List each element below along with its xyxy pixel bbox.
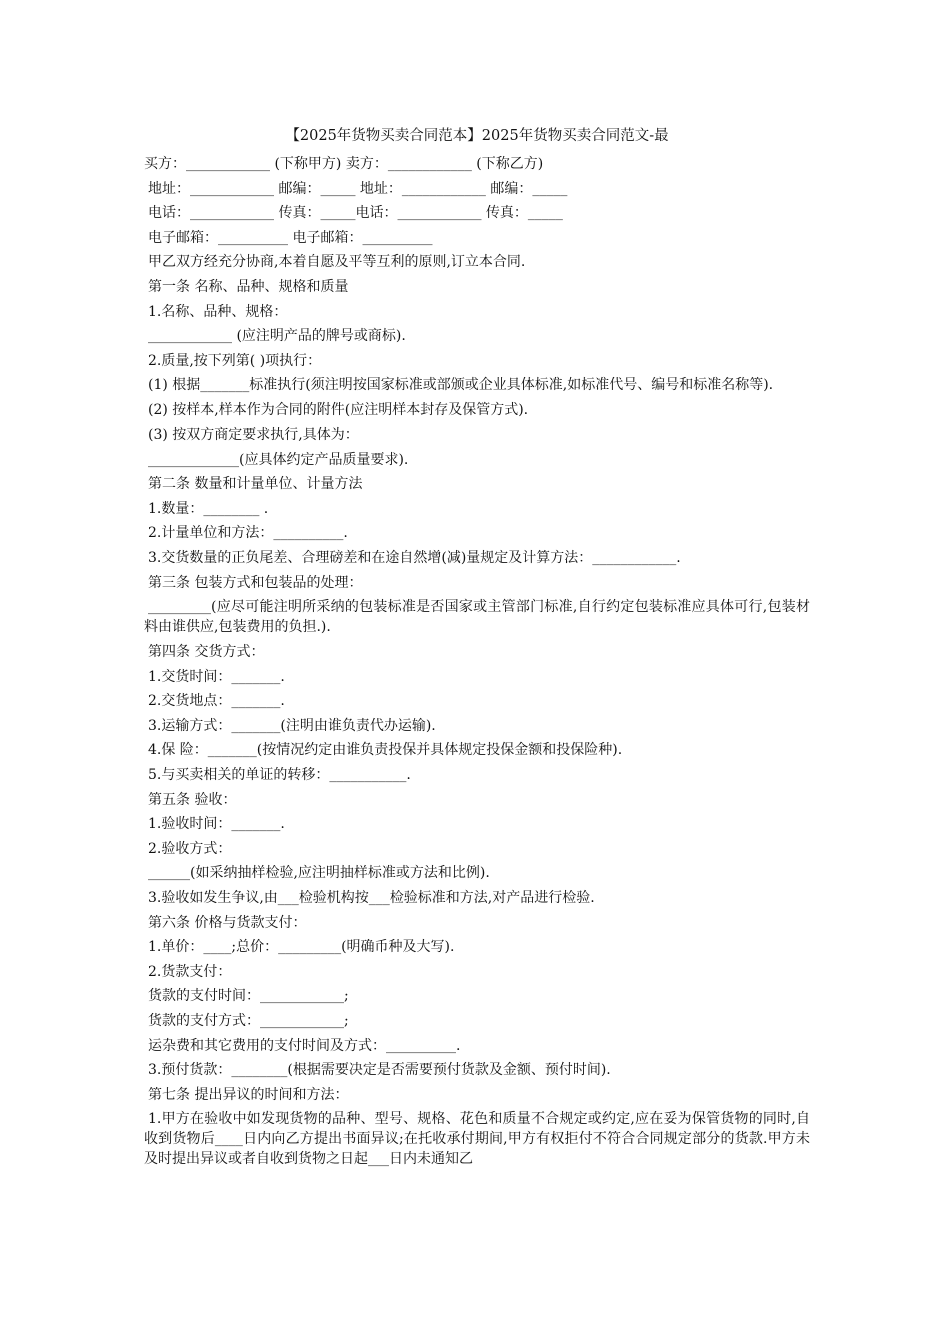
article-5-heading: 第五条 验收： — [148, 791, 237, 808]
clause-text: 3.交货数量的正负尾差、合理磅差和在途自然增(减)量规定及计算方法：____________. — [148, 549, 681, 566]
clause-text: 5.与买卖相关的单证的转移：___________. — [148, 767, 411, 784]
article-6-heading: 第六条 价格与货款支付： — [148, 914, 307, 931]
clause-text: ____________ (应注明产品的牌号或商标). — [148, 328, 406, 345]
clause-text: 2.交货地点：_______. — [148, 693, 285, 710]
clause-text: 1.交货时间：_______. — [148, 668, 285, 685]
clause-text: (2) 按样本,样本作为合同的附件(应注明样本封存及保管方式). — [148, 402, 529, 419]
email-line: 电子邮箱：__________ 电子邮箱：__________ — [148, 229, 433, 246]
clause-text: _____________(应具体约定产品质量要求). — [148, 451, 409, 468]
clause-text: 2.货款支付： — [148, 963, 232, 980]
clause-text-wrapped: _________(应尽可能注明所采纳的包装标准是否国家或主管部门标准,自行约定包装标准应具体可行,包装材料由谁供应,包装费用的负担.). — [144, 599, 810, 636]
clause-text: (3) 按双方商定要求执行,具体为： — [148, 426, 359, 443]
article-1-heading: 第一条 名称、品种、规格和质量 — [148, 278, 349, 295]
document-page — [144, 127, 810, 1172]
clause-text: 2.验收方式： — [148, 840, 232, 857]
clause-text: 1.单价：____;总价：_________(明确币种及大写). — [148, 939, 455, 956]
document-title: 【2025年货物买卖合同范本】2025年货物买卖合同范文-最 — [285, 128, 669, 144]
clause-text-wrapped: (1) 根据_______标准执行(须注明按国家标准或部颁或企业具体标准,如标准代号、编号和标准名称等). — [148, 377, 774, 394]
clause-text: 2.质量,按下列第( )项执行： — [148, 352, 322, 369]
article-4-heading: 第四条 交货方式： — [148, 644, 265, 661]
preamble: 甲乙双方经充分协商,本着自愿及平等互利的原则,订立本合同. — [148, 254, 526, 271]
clause-text: 3.验收如发生争议,由___检验机构按___检验标准和方法,对产品进行检验. — [148, 890, 595, 907]
clause-text: 1.验收时间：_______. — [148, 816, 285, 833]
clause-text: 2.计量单位和方法：__________. — [148, 525, 348, 542]
clause-text: 3.预付货款：________(根据需要决定是否需要预付货款及金额、预付时间). — [148, 1062, 611, 1079]
clause-text: 4.保 险：_______(按情况约定由谁负责投保并具体规定投保金额和投保险种). — [148, 742, 623, 759]
article-7-heading: 第七条 提出异议的时间和方法： — [148, 1086, 349, 1103]
clause-text: 1.数量：________ . — [148, 500, 269, 517]
clause-text: 货款的支付方式：____________; — [148, 1013, 349, 1029]
phone-line: 电话：____________ 传真：_____电话：____________ 传真：_____ — [148, 205, 563, 222]
clause-text: ______(如采纳抽样检验,应注明抽样标准或方法和比例). — [148, 865, 490, 882]
address-line: 地址：____________ 邮编：_____ 地址：____________ 邮编：_____ — [148, 180, 568, 197]
clause-text: 货款的支付时间：____________; — [148, 988, 349, 1005]
clause-text-wrapped: 1.甲方在验收中如发现货物的品种、型号、规格、花色和质量不合规定或约定,应在妥为保管货物的同时,自收到货物后____日内向乙方提出书面异议;在托收承付期间,甲方有权拒付不符合合同规定部分的货款.甲方未及时提出异议或者自收到货物之日起___日内未通知乙 — [144, 1111, 810, 1168]
article-2-heading: 第二条 数量和计量单位、计量方法 — [148, 476, 363, 493]
article-3-heading: 第三条 包装方式和包装品的处理： — [148, 574, 363, 591]
clause-text: 3.运输方式：_______(注明由谁负责代办运输). — [148, 717, 436, 734]
parties-line: 买方：____________ (下称甲方) 卖方：____________ (下称乙方) — [144, 156, 544, 172]
clause-text: 运杂费和其它费用的支付时间及方式：__________. — [148, 1037, 461, 1054]
clause-text: 1.名称、品种、规格： — [148, 303, 288, 320]
